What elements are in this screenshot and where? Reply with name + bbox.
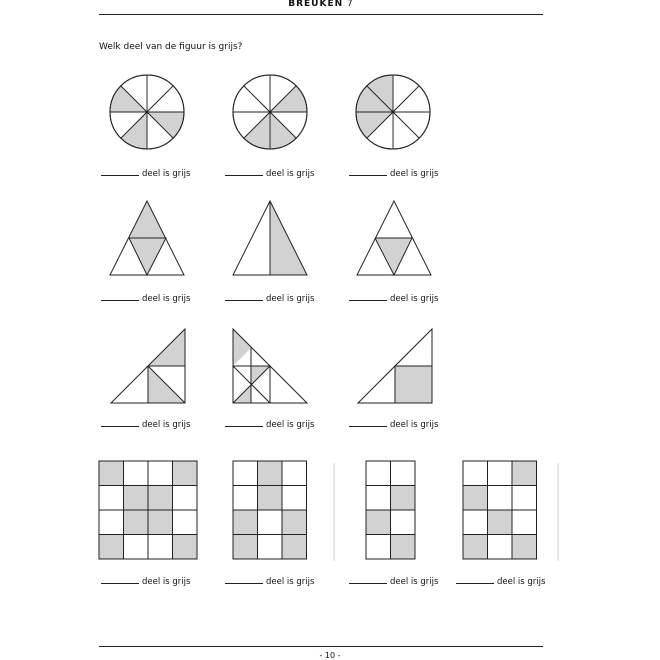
answer-line: deel is grijs xyxy=(225,576,314,587)
grid-cell xyxy=(148,510,173,535)
grid-figure-1 xyxy=(99,461,197,559)
grid-cell xyxy=(463,510,488,535)
answer-line: deel is grijs xyxy=(101,576,190,587)
answer-line: deel is grijs xyxy=(349,576,438,587)
circle-figure-1 xyxy=(110,75,184,149)
footer-rule xyxy=(99,646,543,647)
grid-cell xyxy=(258,535,283,560)
grid-cell xyxy=(512,461,537,486)
grid-cell xyxy=(173,486,198,511)
grid-cell xyxy=(488,535,513,560)
answer-line: deel is grijs xyxy=(349,168,438,179)
question-text: Welk deel van de figuur is grijs? xyxy=(99,42,243,52)
grid-cell xyxy=(258,461,283,486)
triangle-figure-2 xyxy=(233,201,307,275)
grid-cell xyxy=(148,535,173,560)
right-triangle-figure-1 xyxy=(111,329,185,403)
grid-cell xyxy=(366,535,391,560)
grid-cell xyxy=(282,535,307,560)
grid-cell xyxy=(258,510,283,535)
right-triangle-figure-2 xyxy=(233,329,307,403)
grid-cell xyxy=(463,461,488,486)
grid-cell xyxy=(512,486,537,511)
circle-figure-3 xyxy=(356,75,430,149)
grid-cell xyxy=(282,486,307,511)
grid-cell xyxy=(173,535,198,560)
answer-line: deel is grijs xyxy=(101,168,190,179)
grid-cell xyxy=(233,535,258,560)
grid-cell xyxy=(124,461,149,486)
grid-figure-4 xyxy=(463,461,537,559)
grid-cell xyxy=(124,510,149,535)
answer-line: deel is grijs xyxy=(225,293,314,304)
grid-cell xyxy=(391,461,416,486)
grid-cell xyxy=(173,510,198,535)
grid-cell xyxy=(366,461,391,486)
page-number: - 10 - xyxy=(319,651,341,660)
grid-cell xyxy=(488,461,513,486)
triangle-figure-3 xyxy=(357,201,431,275)
grid-cell xyxy=(366,510,391,535)
header-number: 7 xyxy=(347,0,354,9)
grid-cell xyxy=(99,461,124,486)
right-triangle-figure-3 xyxy=(358,329,432,403)
answer-line: deel is grijs xyxy=(101,293,190,304)
grid-cell xyxy=(463,486,488,511)
grid-cell xyxy=(512,510,537,535)
grid-cell xyxy=(148,486,173,511)
grid-figure-3 xyxy=(366,461,415,559)
answer-line: deel is grijs xyxy=(101,419,190,430)
answer-line: deel is grijs xyxy=(349,293,438,304)
triangle-figure-1 xyxy=(110,201,184,275)
circle-figure-2 xyxy=(233,75,307,149)
grid-cell xyxy=(282,461,307,486)
grid-cell xyxy=(488,510,513,535)
grid-cell xyxy=(124,535,149,560)
grid-cell xyxy=(233,486,258,511)
grid-cell xyxy=(512,535,537,560)
grid-cell xyxy=(488,486,513,511)
grid-cell xyxy=(99,510,124,535)
grid-cell xyxy=(99,535,124,560)
answer-line: deel is grijs xyxy=(225,419,314,430)
grid-cell xyxy=(124,486,149,511)
grid-cell xyxy=(233,510,258,535)
grid-figure-2 xyxy=(233,461,307,559)
answer-line: deel is grijs xyxy=(225,168,314,179)
grid-cell xyxy=(148,461,173,486)
grid-cell xyxy=(391,486,416,511)
answer-line: deel is grijs xyxy=(456,576,545,587)
grid-cell xyxy=(99,486,124,511)
grid-cell xyxy=(391,510,416,535)
grid-cell xyxy=(366,486,391,511)
grid-cell xyxy=(258,486,283,511)
grid-cell xyxy=(233,461,258,486)
header-title: BREUKEN xyxy=(288,0,344,9)
grid-cell xyxy=(282,510,307,535)
grid-cell xyxy=(173,461,198,486)
grid-cell xyxy=(463,535,488,560)
grid-cell xyxy=(391,535,416,560)
answer-line: deel is grijs xyxy=(349,419,438,430)
